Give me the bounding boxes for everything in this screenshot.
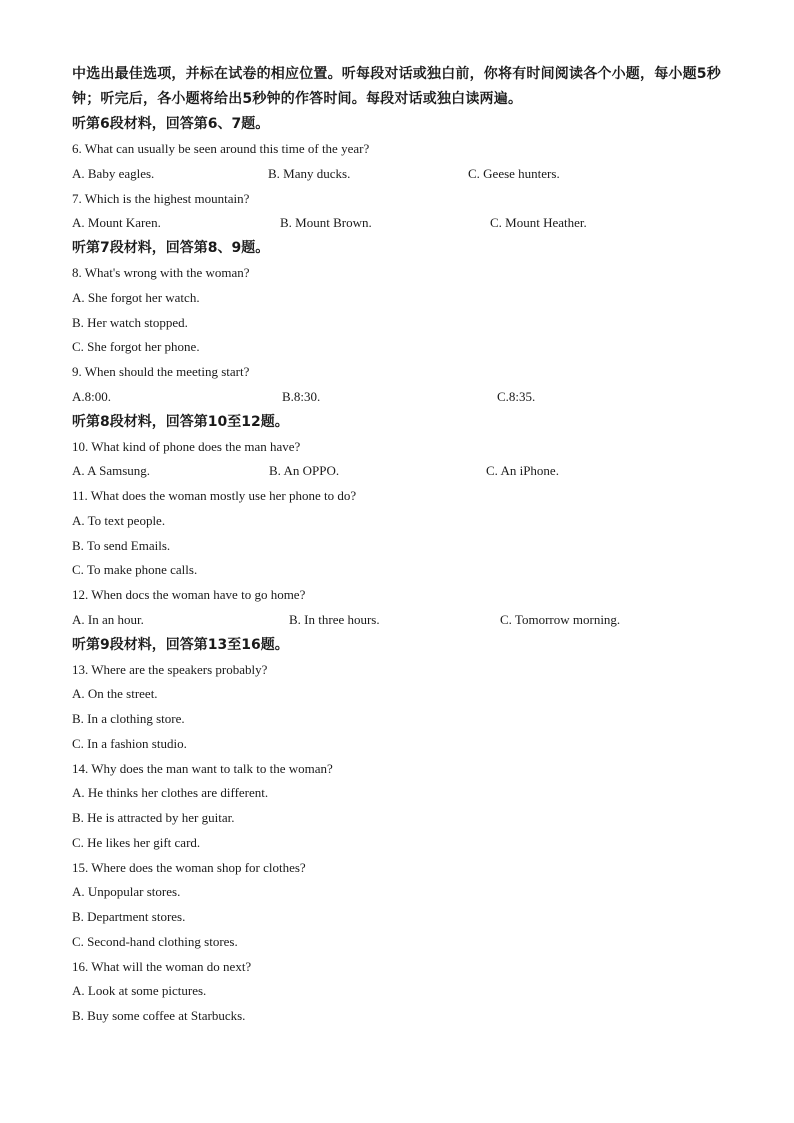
- question-text: 10. What kind of phone does the man have?: [72, 438, 301, 454]
- option-c: C. An iPhone.: [486, 463, 559, 479]
- option-a: A.8:00.: [72, 388, 111, 404]
- option-b: B. He is attracted by her guitar.: [72, 810, 235, 825]
- question-text: 7. Which is the highest mountain?: [72, 190, 250, 206]
- option-c: C. Tomorrow morning.: [500, 611, 621, 627]
- question-text: 8. What's wrong with the woman?: [72, 265, 250, 280]
- section-header: 听第6段材料，回答第6、7题。: [72, 116, 270, 132]
- option-c: C. He likes her gift card.: [72, 834, 201, 850]
- option-a: A. On the street.: [72, 686, 158, 702]
- question-text: 13. Where are the speakers probably?: [72, 661, 268, 677]
- exam-page: [72, 62, 722, 1029]
- options-row: [72, 162, 722, 187]
- section-header: 听第8段材料，回答第10至12题。: [72, 413, 289, 430]
- option-c: C. She forgot her phone.: [72, 339, 200, 355]
- option-a: A. Mount Karen.: [72, 215, 161, 231]
- question-text: 15. Where does the woman shop for clothes?: [72, 859, 306, 875]
- question-text: 9. When should the meeting start?: [72, 364, 250, 379]
- option-b: B. Buy some coffee at Starbucks.: [72, 1008, 246, 1023]
- option-c: C. Second-hand clothing stores.: [72, 933, 238, 949]
- options-row: [72, 211, 722, 236]
- option-b: B. Many ducks.: [268, 165, 351, 181]
- option-a: A. Unpopular stores.: [72, 884, 181, 900]
- option-b: B. Department stores.: [72, 909, 186, 924]
- question-text: 11. What does the woman mostly use her phone to do?: [72, 488, 357, 503]
- options-row: [72, 385, 722, 410]
- section-header: 听第9段材料，回答第13至16题。: [72, 636, 289, 653]
- option-b: B. An OPPO.: [269, 463, 340, 479]
- option-a: A. In an hour.: [72, 611, 144, 627]
- section-header: 听第7段材料，回答第8、9题。: [72, 240, 270, 256]
- instructions-paragraph: 中选出最佳选项，并标在试卷的相应位置。听每段对话或独白前，你将有时间阅读各个小题，每小题5秒钟；听完后，各小题将给出5秒钟的作答时间。每段对话或独白读两遍。: [72, 66, 721, 107]
- question-text: 12. When docs the woman have to go home?: [72, 587, 306, 602]
- option-a: A. To text people.: [72, 512, 166, 528]
- option-b: B. Her watch stopped.: [72, 314, 188, 330]
- options-row: [72, 608, 722, 633]
- question-text: 16. What will the woman do next?: [72, 958, 252, 974]
- option-a: A. Look at some pictures.: [72, 983, 207, 999]
- option-b: B. In three hours.: [289, 611, 380, 627]
- option-a: A. He thinks her clothes are different.: [72, 785, 269, 801]
- option-c: C. In a fashion studio.: [72, 735, 187, 751]
- option-b: B. In a clothing store.: [72, 711, 185, 726]
- options-row: [72, 459, 722, 484]
- option-b: B. To send Emails.: [72, 537, 171, 553]
- option-a: A. A Samsung.: [72, 463, 151, 479]
- question-text: 14. Why does the man want to talk to the woman?: [72, 760, 333, 776]
- option-c: C. To make phone calls.: [72, 562, 198, 578]
- option-c: C. Geese hunters.: [468, 165, 560, 181]
- option-a: A. She forgot her watch.: [72, 289, 200, 305]
- option-b: B.8:30.: [282, 388, 321, 404]
- option-a: A. Baby eagles.: [72, 165, 155, 181]
- question-text: 6. What can usually be seen around this time of the year?: [72, 141, 370, 156]
- option-c: C.8:35.: [497, 388, 536, 404]
- option-c: C. Mount Heather.: [490, 215, 587, 231]
- option-b: B. Mount Brown.: [280, 215, 372, 231]
